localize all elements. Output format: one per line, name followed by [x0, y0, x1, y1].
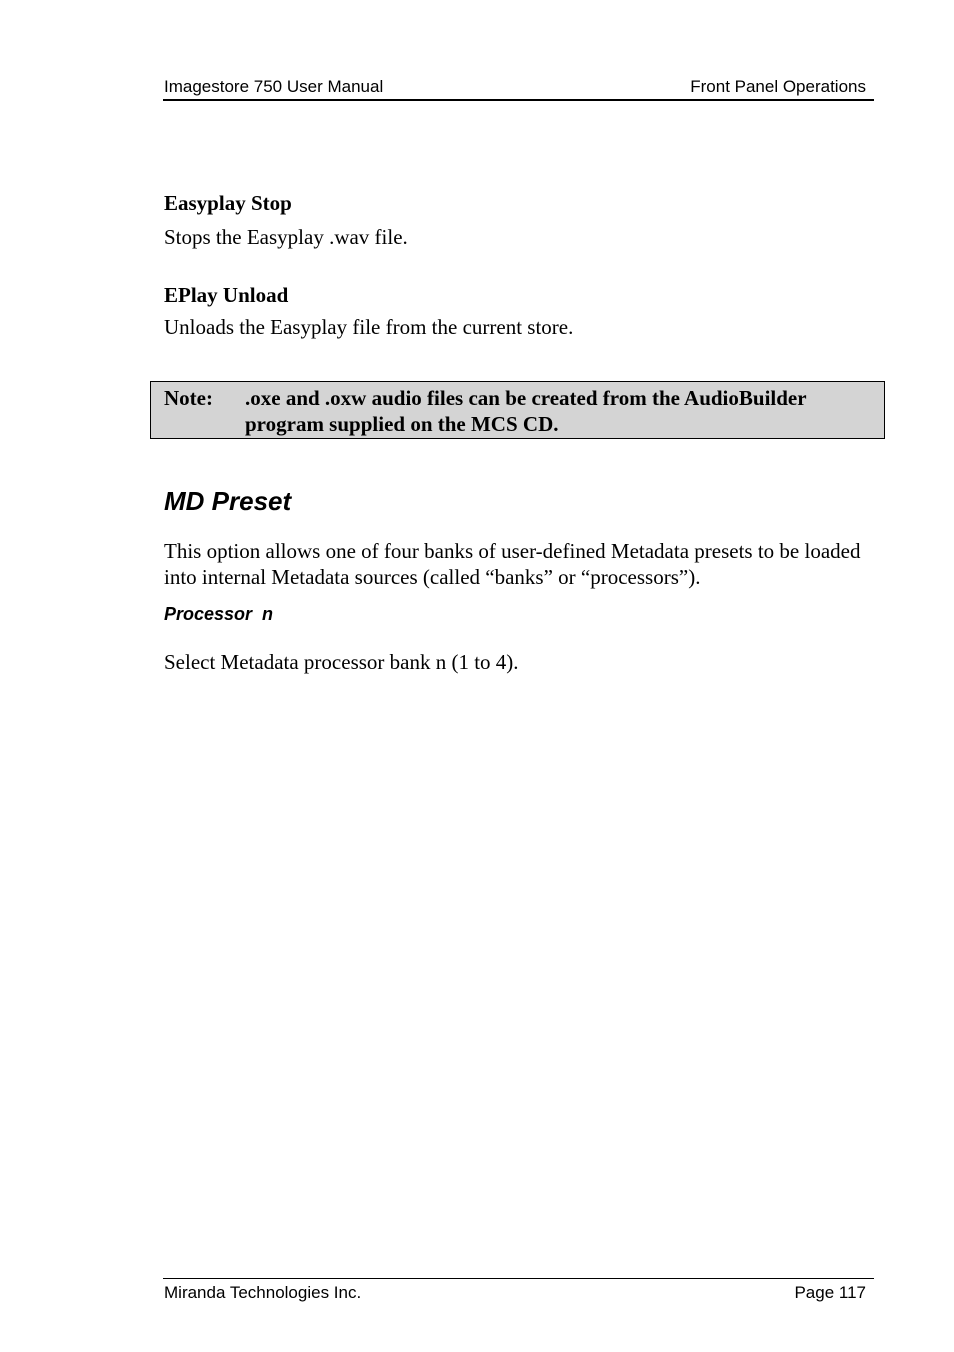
- easyplay-stop-description: Stops the Easyplay .wav file.: [164, 225, 408, 249]
- eplay-unload-description: Unloads the Easyplay file from the current store.: [164, 315, 574, 339]
- md-preset-heading: MD Preset: [164, 486, 292, 516]
- page-header: [163, 77, 874, 101]
- eplay-unload-heading: EPlay Unload: [164, 283, 289, 307]
- note-label: Note:: [164, 386, 213, 410]
- footer-company: Miranda Technologies Inc.: [164, 1283, 362, 1302]
- md-preset-description: This option allows one of four banks of user-defined Metadata presets to be loaded into internal Metadata sources (called “banks” or “processors”).: [164, 539, 861, 589]
- easyplay-stop-heading: Easyplay Stop: [164, 191, 292, 215]
- header-manual-title: Imagestore 750 User Manual: [164, 77, 384, 96]
- note-box: [150, 381, 885, 439]
- page-number: Page 117: [794, 1283, 866, 1302]
- page-footer: [163, 1278, 874, 1302]
- processor-subheading: Processor n: [164, 604, 274, 624]
- note-text: .oxe and .oxw audio files can be created from the AudioBuilder program supplied on the MCS CD.: [245, 386, 807, 436]
- processor-description: Select Metadata processor bank n (1 to 4).: [164, 650, 519, 674]
- header-section-title: Front Panel Operations: [690, 77, 866, 96]
